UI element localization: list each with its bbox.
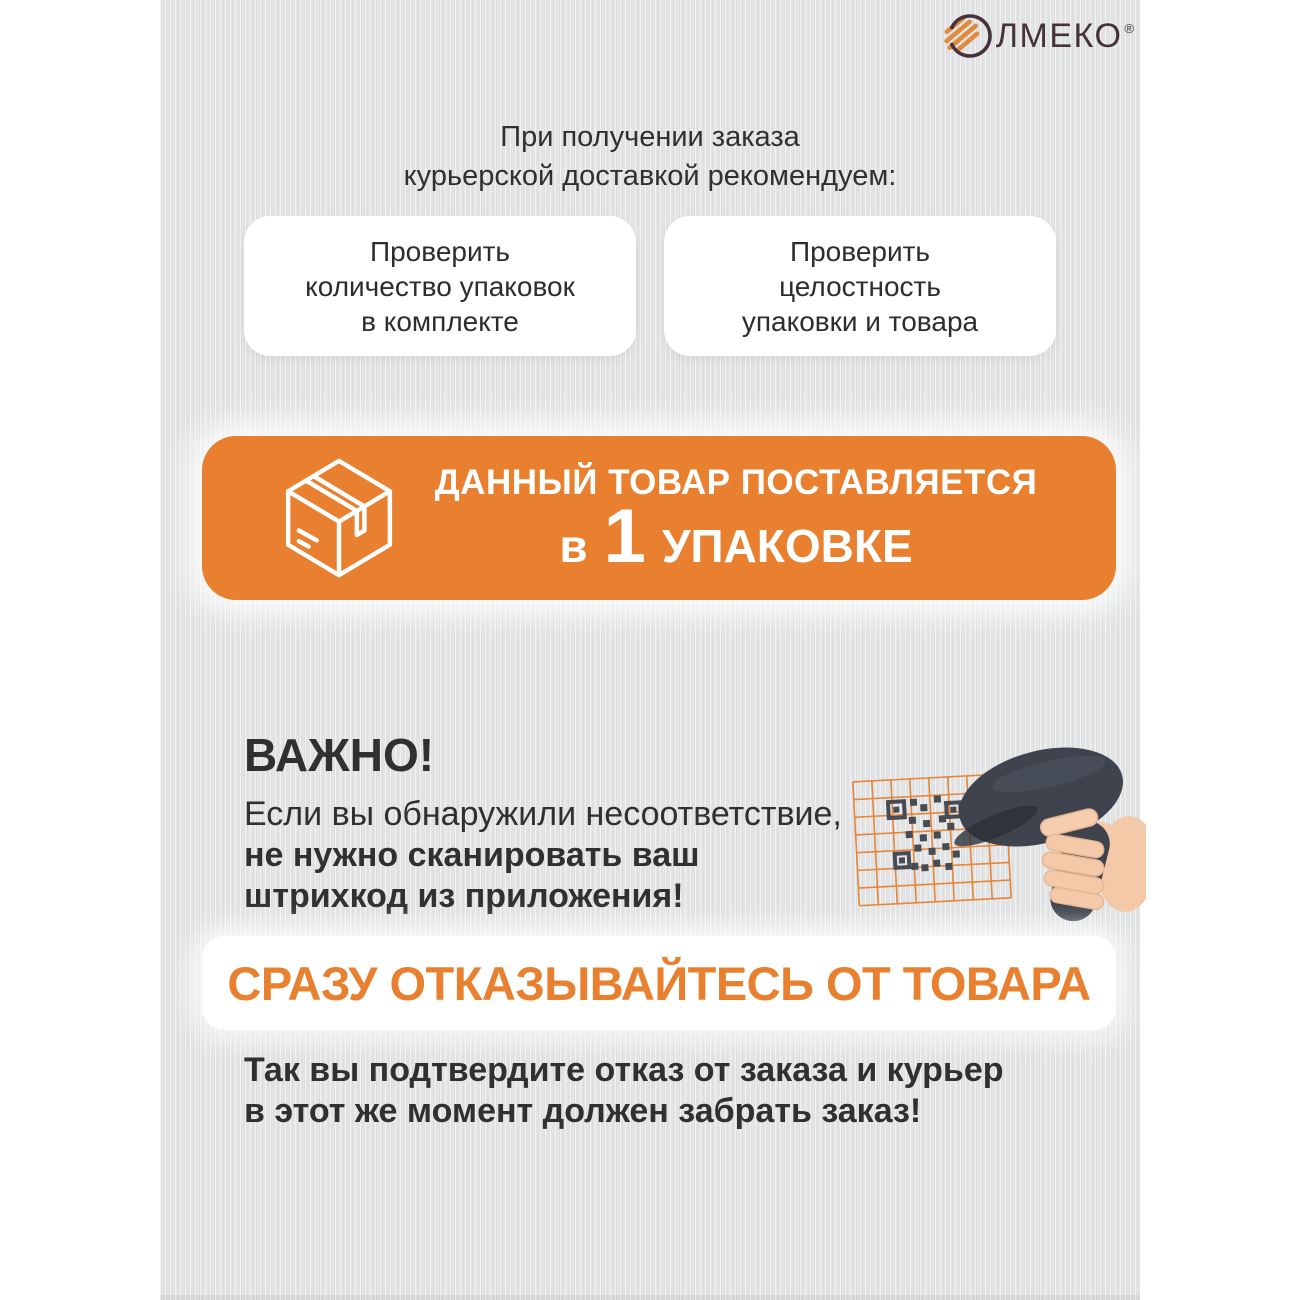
- important-line-2: не нужно сканировать ваш: [244, 836, 700, 874]
- olmeko-logo: [942, 10, 1132, 62]
- important-section: [244, 728, 842, 917]
- card-line: количество упаковок: [305, 270, 575, 302]
- package-count-banner: [202, 436, 1116, 600]
- card-line: упаковки и товара: [741, 305, 979, 337]
- card-line: Проверить: [369, 235, 511, 267]
- card-check-integrity: [664, 216, 1056, 356]
- card-line: целостность: [779, 270, 941, 302]
- recommendation-cards: [244, 216, 1056, 356]
- card-check-package-count: [244, 216, 636, 356]
- refuse-product-banner: [202, 936, 1116, 1030]
- important-line-3: штрихкод из приложения!: [244, 877, 684, 915]
- package-count-prefix: в: [559, 520, 588, 572]
- poster-background: [160, 0, 1140, 1300]
- package-banner-text: [434, 463, 1038, 579]
- package-banner-line-2: [435, 494, 1038, 579]
- header-line-2: курьерской доставкой рекомендуем:: [403, 160, 897, 192]
- important-line-1: Если вы обнаружили несоответствие,: [244, 795, 842, 833]
- package-count-suffix: УПАКОВКЕ: [661, 520, 913, 572]
- footer-line-1: Так вы подтвердите отказ от заказа и курьер: [244, 1051, 1004, 1089]
- registered-trademark-icon: ®: [1124, 20, 1134, 36]
- package-box-icon: [281, 452, 397, 584]
- olmeko-o-icon: [942, 10, 994, 62]
- logo-wordmark: ЛМЕКО: [995, 16, 1123, 55]
- refuse-banner-text: СРАЗУ ОТКАЗЫВАЙТЕСЬ ОТ ТОВАРА: [227, 956, 1091, 1010]
- footer-note: [244, 1050, 1004, 1132]
- card-line: в комплекте: [361, 305, 519, 337]
- package-banner-line-1: ДАННЫЙ ТОВАР ПОСТАВЛЯЕТСЯ: [434, 463, 1038, 502]
- barcode-scanner-illustration: [844, 740, 1146, 922]
- card-line: Проверить: [789, 235, 931, 267]
- important-heading: ВАЖНО!: [244, 729, 435, 781]
- footer-line-2: в этот же момент должен забрать заказ!: [244, 1092, 922, 1130]
- package-count-number: 1: [603, 494, 646, 579]
- header-line-1: При получении заказа: [500, 121, 800, 153]
- header-text: [160, 118, 1140, 196]
